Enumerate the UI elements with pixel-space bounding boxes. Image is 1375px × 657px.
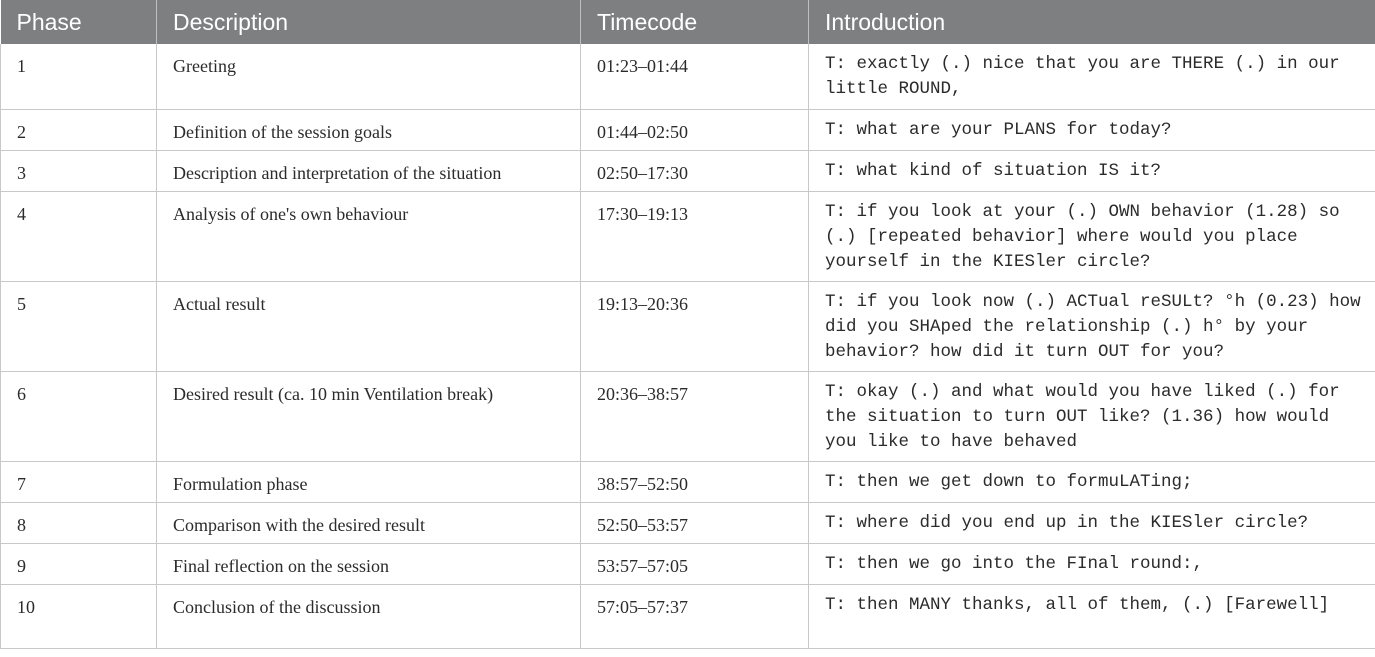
cell-phase: 1 — [1, 44, 157, 109]
cell-timecode: 02:50–17:30 — [581, 150, 809, 191]
cell-description: Formulation phase — [157, 461, 581, 502]
table-header — [1, 0, 1375, 44]
cell-timecode: 53:57–57:05 — [581, 543, 809, 584]
header-introduction: Introduction — [809, 0, 1375, 44]
table-row — [1, 371, 1375, 461]
cell-phase: 5 — [1, 281, 157, 371]
table-row — [1, 461, 1375, 502]
table-row — [1, 44, 1375, 109]
cell-phase: 3 — [1, 150, 157, 191]
cell-description: Description and interpretation of the situation — [157, 150, 581, 191]
cell-description: Conclusion of the discussion — [157, 584, 581, 648]
cell-introduction: T: if you look at your (.) OWN behavior (1.28) so (.) [repeated behavior] where would you place yourself in the KIESler circle? — [809, 191, 1375, 281]
table-row — [1, 543, 1375, 584]
cell-timecode: 20:36–38:57 — [581, 371, 809, 461]
cell-phase: 10 — [1, 584, 157, 648]
cell-timecode: 01:44–02:50 — [581, 109, 809, 150]
cell-timecode: 17:30–19:13 — [581, 191, 809, 281]
table-row — [1, 109, 1375, 150]
table-row — [1, 150, 1375, 191]
cell-timecode: 38:57–52:50 — [581, 461, 809, 502]
table-row — [1, 502, 1375, 543]
cell-phase: 6 — [1, 371, 157, 461]
cell-introduction: T: okay (.) and what would you have liked (.) for the situation to turn OUT like? (1.36) how would you like to have behaved — [809, 371, 1375, 461]
cell-timecode: 19:13–20:36 — [581, 281, 809, 371]
cell-phase: 8 — [1, 502, 157, 543]
cell-introduction: T: what are your PLANS for today? — [809, 109, 1375, 150]
cell-description: Analysis of one's own behaviour — [157, 191, 581, 281]
cell-timecode: 01:23–01:44 — [581, 44, 809, 109]
cell-timecode: 57:05–57:37 — [581, 584, 809, 648]
header-timecode: Timecode — [581, 0, 809, 44]
cell-introduction: T: where did you end up in the KIESler circle? — [809, 502, 1375, 543]
cell-introduction: T: then MANY thanks, all of them, (.) [Farewell] — [809, 584, 1375, 648]
cell-introduction: T: then we get down to formuLATing; — [809, 461, 1375, 502]
cell-description: Final reflection on the session — [157, 543, 581, 584]
cell-phase: 2 — [1, 109, 157, 150]
cell-introduction: T: if you look now (.) ACTual reSULt? °h (0.23) how did you SHAped the relationship (.) h° by your behavior? how did it turn OUT for you? — [809, 281, 1375, 371]
header-phase: Phase — [1, 0, 157, 44]
cell-description: Actual result — [157, 281, 581, 371]
cell-description: Desired result (ca. 10 min Ventilation break) — [157, 371, 581, 461]
header-row — [1, 0, 1375, 44]
cell-description: Comparison with the desired result — [157, 502, 581, 543]
cell-introduction: T: exactly (.) nice that you are THERE (.) in our little ROUND, — [809, 44, 1375, 109]
table-body — [1, 44, 1375, 648]
header-description: Description — [157, 0, 581, 44]
cell-phase: 7 — [1, 461, 157, 502]
cell-description: Definition of the session goals — [157, 109, 581, 150]
cell-introduction: T: what kind of situation IS it? — [809, 150, 1375, 191]
cell-introduction: T: then we go into the FInal round:, — [809, 543, 1375, 584]
cell-description: Greeting — [157, 44, 581, 109]
table-row — [1, 584, 1375, 648]
cell-timecode: 52:50–53:57 — [581, 502, 809, 543]
table-row — [1, 191, 1375, 281]
cell-phase: 9 — [1, 543, 157, 584]
cell-phase: 4 — [1, 191, 157, 281]
table-row — [1, 281, 1375, 371]
